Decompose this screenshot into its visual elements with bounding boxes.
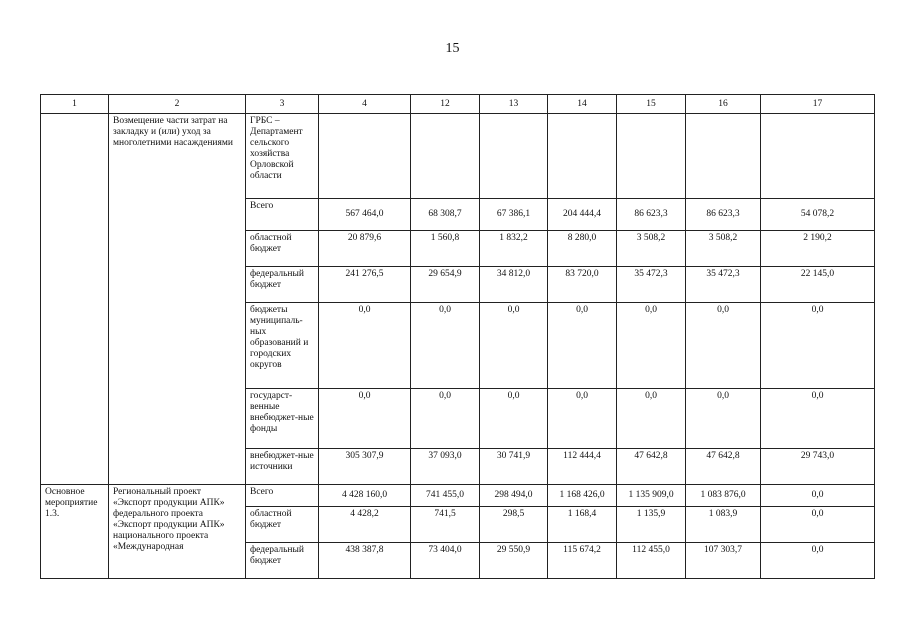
value-cell: 83 720,0 [548, 267, 617, 303]
value-cell: 115 674,2 [548, 543, 617, 579]
source-cell: бюджеты муниципаль-ных образований и городских округов [246, 303, 319, 389]
value-cell: 73 404,0 [411, 543, 480, 579]
value-cell: 37 093,0 [411, 449, 480, 485]
value-cell: 22 145,0 [761, 267, 875, 303]
header-cell: 16 [686, 95, 761, 114]
value-cell: 0,0 [411, 389, 480, 449]
value-cell: 0,0 [319, 389, 411, 449]
header-cell: 3 [246, 95, 319, 114]
header-cell: 13 [480, 95, 548, 114]
event-number-cell: Основное мероприятие 1.3. [41, 485, 109, 579]
header-row [41, 95, 875, 114]
source-cell: областной бюджет [246, 231, 319, 267]
value-cell: 0,0 [761, 507, 875, 543]
value-cell: 4 428 160,0 [319, 485, 411, 507]
value-cell: 8 280,0 [548, 231, 617, 267]
value-cell: 1 083,9 [686, 507, 761, 543]
budget-table [40, 94, 875, 579]
value-cell: 20 879,6 [319, 231, 411, 267]
value-cell: 1 135,9 [617, 507, 686, 543]
value-cell: 1 560,8 [411, 231, 480, 267]
value-cell: 0,0 [548, 303, 617, 389]
source-cell: внебюджет-ные источники [246, 449, 319, 485]
value-cell: 29 743,0 [761, 449, 875, 485]
value-cell: 1 135 909,0 [617, 485, 686, 507]
value-cell: 86 623,3 [617, 199, 686, 231]
value-cell: 0,0 [617, 303, 686, 389]
value-cell: 241 276,5 [319, 267, 411, 303]
source-cell: Всего [246, 199, 319, 231]
event-number-cell [41, 114, 109, 485]
value-cell: 4 428,2 [319, 507, 411, 543]
value-cell: 112 444,4 [548, 449, 617, 485]
value-cell: 68 308,7 [411, 199, 480, 231]
header-cell: 1 [41, 95, 109, 114]
value-cell: 29 550,9 [480, 543, 548, 579]
header-cell: 14 [548, 95, 617, 114]
page-number: 15 [445, 41, 460, 56]
value-cell: 305 307,9 [319, 449, 411, 485]
value-cell: 0,0 [761, 303, 875, 389]
value-cell: 0,0 [617, 389, 686, 449]
source-cell: Всего [246, 485, 319, 507]
grbs-cell: ГРБС – Департамент сельского хозяйства Орловской области [246, 114, 319, 199]
header-cell: 17 [761, 95, 875, 114]
value-cell: 29 654,9 [411, 267, 480, 303]
source-cell: государст-венные внебюджет-ные фонды [246, 389, 319, 449]
value-cell: 0,0 [761, 389, 875, 449]
value-cell: 1 168,4 [548, 507, 617, 543]
value-cell: 741 455,0 [411, 485, 480, 507]
value-cell: 1 832,2 [480, 231, 548, 267]
header-cell: 4 [319, 95, 411, 114]
table-row [41, 485, 875, 507]
header-cell: 2 [109, 95, 246, 114]
value-cell: 0,0 [686, 303, 761, 389]
value-cell: 0,0 [319, 303, 411, 389]
value-cell: 54 078,2 [761, 199, 875, 231]
header-cell: 15 [617, 95, 686, 114]
value-cell: 3 508,2 [617, 231, 686, 267]
value-cell: 86 623,3 [686, 199, 761, 231]
value-cell: 438 387,8 [319, 543, 411, 579]
event-name-cell: Возмещение части затрат на закладку и (или) уход за многолетними насаждениями [109, 114, 246, 485]
value-cell: 567 464,0 [319, 199, 411, 231]
value-cell: 204 444,4 [548, 199, 617, 231]
value-cell: 1 083 876,0 [686, 485, 761, 507]
value-cell: 0,0 [411, 303, 480, 389]
value-cell: 35 472,3 [686, 267, 761, 303]
value-cell: 0,0 [761, 543, 875, 579]
value-cell: 0,0 [548, 389, 617, 449]
value-cell: 67 386,1 [480, 199, 548, 231]
value-cell: 35 472,3 [617, 267, 686, 303]
value-cell: 1 168 426,0 [548, 485, 617, 507]
value-cell: 34 812,0 [480, 267, 548, 303]
value-cell: 0,0 [761, 485, 875, 507]
value-cell: 2 190,2 [761, 231, 875, 267]
value-cell: 0,0 [480, 303, 548, 389]
value-cell: 47 642,8 [617, 449, 686, 485]
value-cell: 0,0 [480, 389, 548, 449]
value-cell: 112 455,0 [617, 543, 686, 579]
source-cell: федеральный бюджет [246, 267, 319, 303]
value-cell: 298,5 [480, 507, 548, 543]
source-cell: федеральный бюджет [246, 543, 319, 579]
header-cell: 12 [411, 95, 480, 114]
value-cell: 3 508,2 [686, 231, 761, 267]
table-row [41, 114, 875, 199]
value-cell: 107 303,7 [686, 543, 761, 579]
value-cell: 298 494,0 [480, 485, 548, 507]
value-cell: 741,5 [411, 507, 480, 543]
event-name-cell: Региональный проект «Экспорт продукции АПК» федерального проекта «Экспорт продукции АПК» национального проекта «Международная [109, 485, 246, 579]
value-cell: 30 741,9 [480, 449, 548, 485]
value-cell: 47 642,8 [686, 449, 761, 485]
value-cell: 0,0 [686, 389, 761, 449]
source-cell: областной бюджет [246, 507, 319, 543]
